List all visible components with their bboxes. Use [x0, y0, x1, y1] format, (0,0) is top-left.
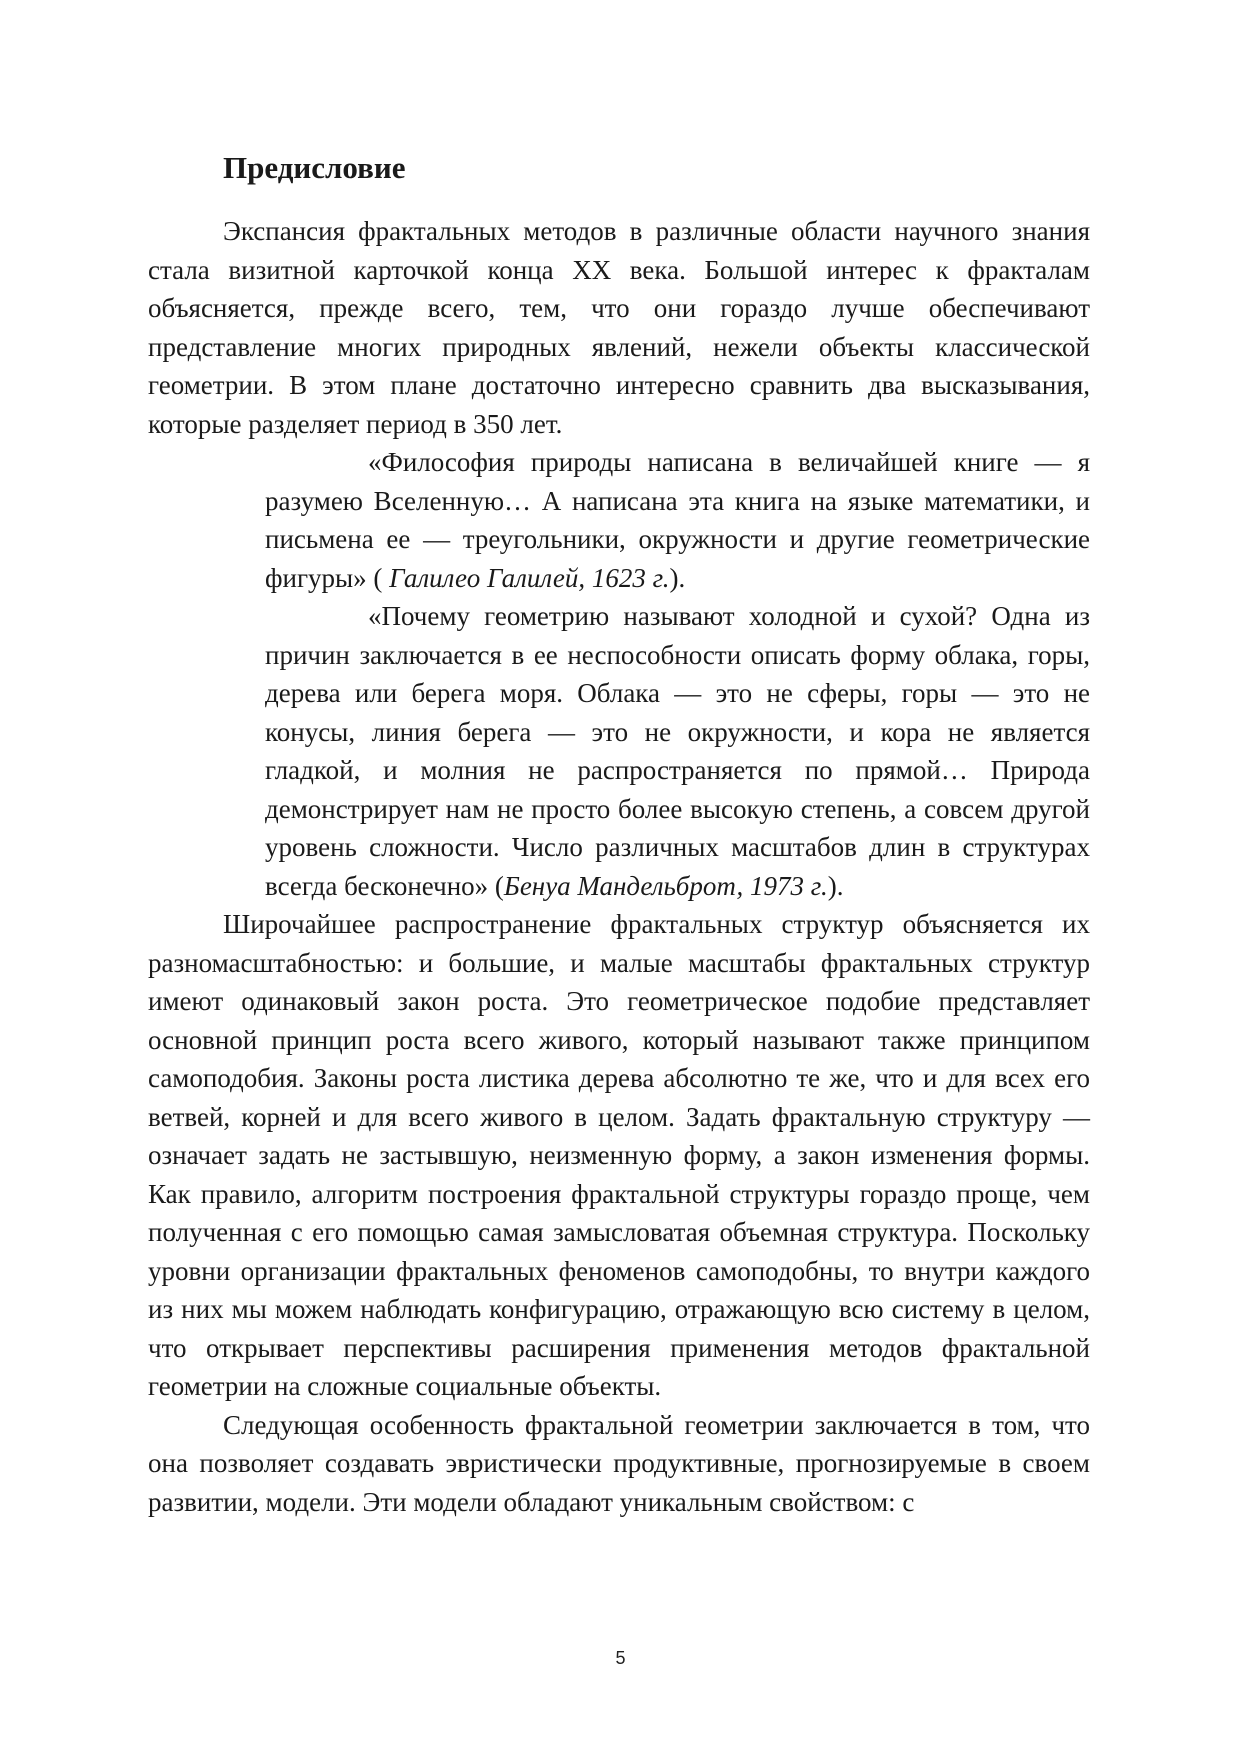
quote-galileo-close: ).: [669, 562, 686, 593]
body-text: [148, 212, 1090, 1521]
quote-mandelbrot-source: Бенуа Мандельброт, 1973 г.: [503, 870, 828, 901]
paragraph-self-similarity: Широчайшее распространение фрактальных структур объясняется их разномасштабностью: и большие, и малые масштабы фрактальных структур имеют одинаковый закон роста. Это геометрическое подобие представляет основной принцип роста всего живого, который называют также принципом самоподобия. Законы роста листика дерева абсолютно те же, что и для всех его ветвей, корней и для всего живого в целом. Задать фрактальную структуру — означает задать не застывшую, неизменную форму, а закон изменения формы. Как правило, алгоритм построения фрактальной структуры гораздо проще, чем полученная с его помощью самая замысловатая объемная структура. Поскольку уровни организации фрактальных феноменов самоподобны, то внутри каждого из них мы можем наблюдать конфигурацию, отражающую всю систему в целом, что открывает перспективы расширения применения методов фрактальной геометрии на сложные социальные объекты.: [148, 909, 1090, 1401]
quote-mandelbrot-text: «Почему геометрию называют холодной и сухой? Одна из причин заключается в ее неспособности описать форму облака, горы, дерева или берега моря. Облака — это не сферы, горы — это не конусы, линия берега — это не окружности, и кора не является гладкой, и молния не распространяется по прямой… Природа демонстрирует нам не просто более высокую степень, а совсем другой уровень сложности. Число различных масштабов длин в структурах всегда бесконечно» (: [265, 601, 1090, 901]
quote-galileo: [265, 443, 1090, 597]
quote-mandelbrot-close: ).: [827, 870, 844, 901]
paragraph-heuristic-models: Следующая особенность фрактальной геометрии заключается в том, что она позволяет создавать эвристически продуктивные, прогнозируемые в своем развитии, модели. Эти модели обладают уникальным свойством: с: [148, 1409, 1090, 1517]
quote-mandelbrot: [265, 597, 1090, 905]
paragraph-intro: Экспансия фрактальных методов в различные области научного знания стала визитной карточкой конца XX века. Большой интерес к фракталам объясняется, прежде всего, тем, что они гораздо лучше обеспечивают представление многих природных явлений, нежели объекты классической геометрии. В этом плане достаточно интересно сравнить два высказывания, которые разделяет период в 350 лет.: [148, 216, 1090, 439]
quote-galileo-source: Галилео Галилей, 1623 г.: [382, 562, 670, 593]
page-title: Предисловие: [223, 150, 406, 185]
quote-galileo-text: «Философия природы написана в величайшей книге — я разумею Вселенную… А написана эта книга на языке математики, и письмена ее — треугольники, окружности и другие геометрические фигуры» (: [265, 447, 1090, 593]
page-number: 5: [615, 1648, 626, 1668]
